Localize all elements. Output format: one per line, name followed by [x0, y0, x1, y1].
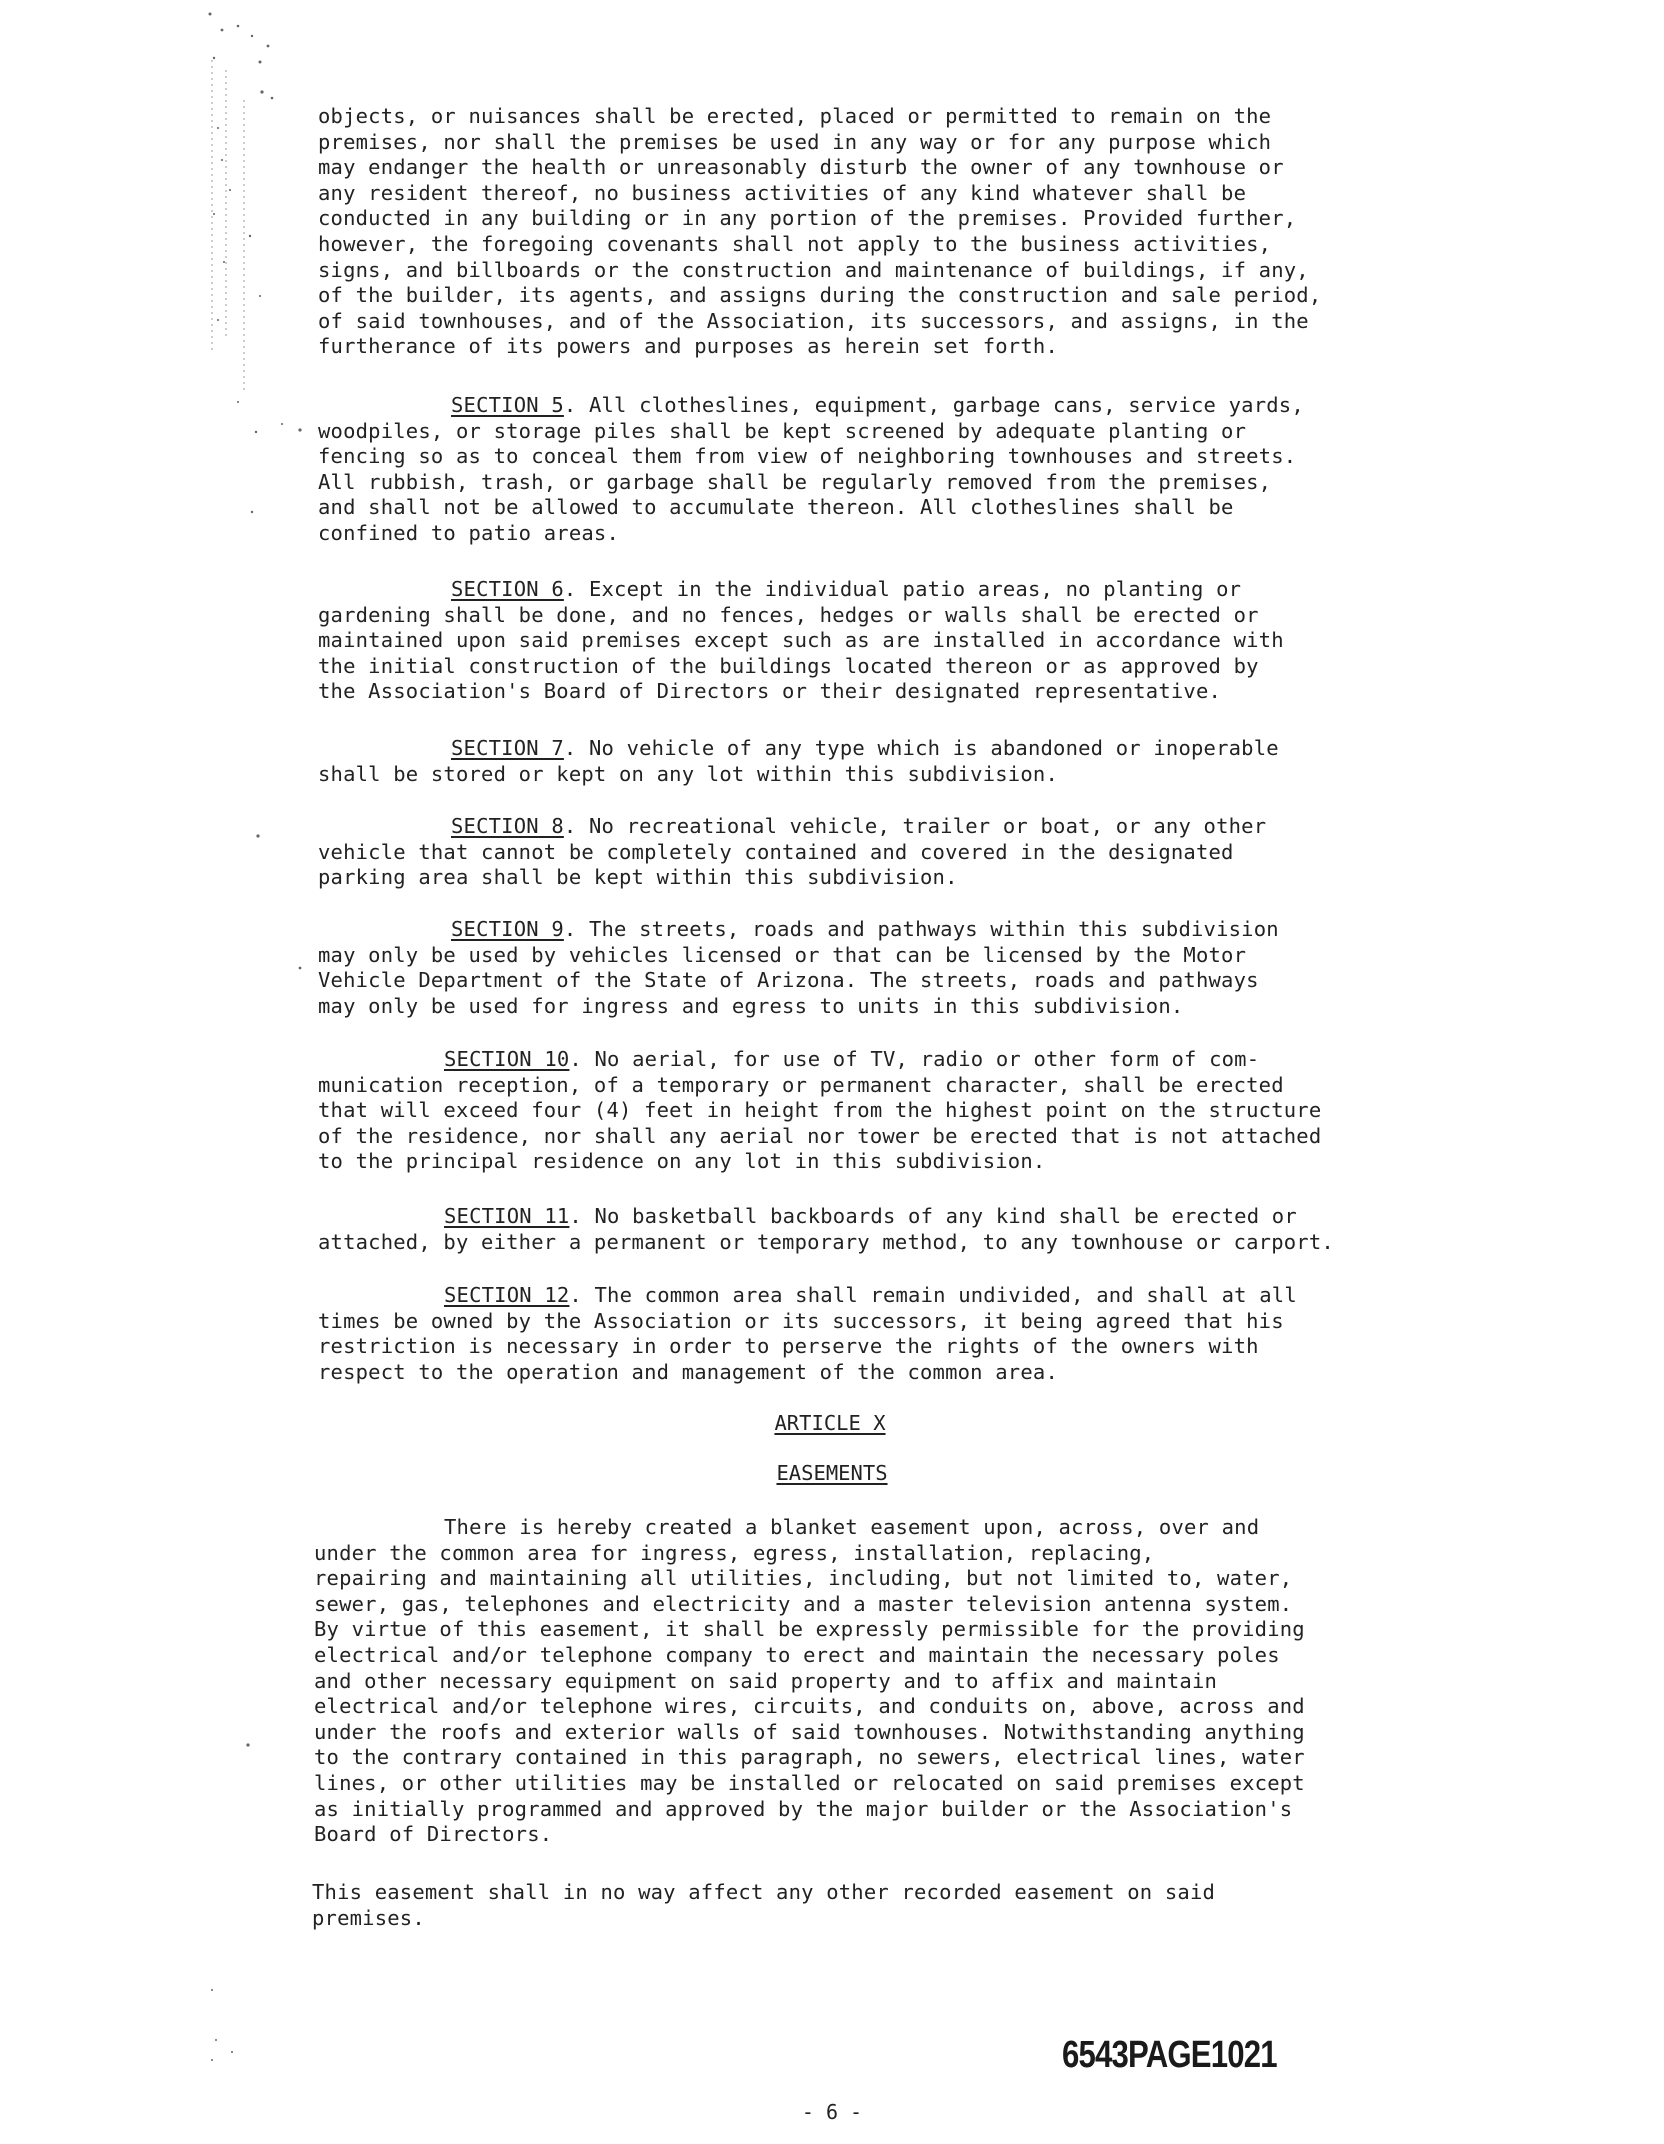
section-heading: SECTION 6 [451, 577, 564, 601]
text-line: the Association's Board of Directors or their designated representative. [318, 679, 1222, 704]
text-line: sewer, gas, telephones and electricity and a master television antenna system. [314, 1591, 1293, 1616]
text-line: however, the foregoing covenants shall not apply to the business activities, [318, 231, 1272, 256]
section-7 [318, 736, 1378, 787]
page-number: - 6 - [801, 2100, 863, 2124]
section-heading: SECTION 12 [444, 1283, 570, 1307]
text-line: vehicle that cannot be completely contained and covered in the designated [318, 839, 1234, 864]
text-line: any resident thereof, no business activities of any kind whatever shall be [318, 180, 1247, 205]
easement-paragraph [314, 1515, 1374, 1848]
closing-paragraph [312, 1880, 1372, 1931]
text-line: the initial construction of the buildings located thereon or as approved by [318, 653, 1259, 678]
section-8 [318, 814, 1378, 891]
text-line: fencing so as to conceal them from view of neighboring townhouses and streets. [318, 444, 1297, 469]
text-line: . No aerial, for use of TV, radio or other form of com- [569, 1047, 1260, 1071]
text-line: There is hereby created a blanket easement upon, across, over and [444, 1515, 1260, 1539]
text-line: of the residence, nor shall any aerial nor tower be erected that is not attached [318, 1123, 1322, 1148]
text-line: electrical and/or telephone company to erect and maintain the necessary poles [314, 1642, 1280, 1667]
text-line: Board of Directors. [314, 1822, 553, 1847]
text-line: conducted in any building or in any portion of the premises. Provided further, [318, 206, 1297, 231]
article-number: ARTICLE X [774, 1411, 886, 1435]
easements-title: EASEMENTS [776, 1461, 888, 1485]
text-line: premises, nor shall the premises be used in any way or for any purpose which [318, 129, 1272, 154]
section-heading: SECTION 8 [451, 814, 564, 838]
text-line: repairing and maintaining all utilities, including, but not limited to, water, [314, 1566, 1293, 1591]
text-line: under the common area for ingress, egress, installation, replacing, [314, 1540, 1155, 1565]
text-line: premises. [312, 1905, 425, 1930]
text-line: and shall not be allowed to accumulate thereon. All clotheslines shall be [318, 495, 1234, 520]
article-heading [0, 1410, 1664, 1436]
text-line: . No basketball backboards of any kind shall be erected or [569, 1204, 1297, 1228]
text-line: lines, or other utilities may be installed or relocated on said premises except [314, 1770, 1305, 1795]
text-line: parking area shall be kept within this subdivision. [318, 865, 958, 890]
text-line: . Except in the individual patio areas, no planting or [563, 577, 1242, 601]
text-line: restriction is necessary in order to perserve the rights of the owners with [318, 1334, 1259, 1359]
section-5 [318, 393, 1378, 547]
text-line: times be owned by the Association or its successors, it being agreed that his [318, 1308, 1284, 1333]
text-line: may endanger the health or unreasonably disturb the owner of any townhouse or [318, 155, 1284, 180]
article-title [0, 1460, 1664, 1486]
section-6 [318, 577, 1378, 705]
section-12 [318, 1283, 1378, 1385]
text-line: furtherance of its powers and purposes as herein set forth. [318, 334, 1058, 359]
text-line: maintained upon said premises except such as are installed in accordance with [318, 628, 1284, 653]
text-line: . No recreational vehicle, trailer or boat, or any other [563, 814, 1267, 838]
text-line: respect to the operation and management of the common area. [318, 1359, 1058, 1384]
text-line: gardening shall be done, and no fences, hedges or walls shall be erected or [318, 602, 1259, 627]
text-line: . No vehicle of any type which is abandoned or inoperable [563, 736, 1279, 760]
text-line: may only be used for ingress and egress to units in this subdivision. [318, 993, 1184, 1018]
section-heading: SECTION 7 [451, 736, 564, 760]
text-line: . The common area shall remain undivided, and shall at all [569, 1283, 1297, 1307]
text-line: electrical and/or telephone wires, circuits, and conduits on, above, across and [314, 1694, 1305, 1719]
text-line: of said townhouses, and of the Association, its successors, and assigns, in the [318, 308, 1309, 333]
text-line: munication reception, of a temporary or permanent character, shall be erected [318, 1072, 1284, 1097]
text-line: objects, or nuisances shall be erected, placed or permitted to remain on the [318, 104, 1272, 128]
text-line: to the principal residence on any lot in this subdivision. [318, 1149, 1046, 1174]
text-line: attached, by either a permanent or temporary method, to any townhouse or carport. [318, 1229, 1334, 1254]
text-line: to the contrary contained in this paragraph, no sewers, electrical lines, water [314, 1745, 1305, 1770]
text-line: All rubbish, trash, or garbage shall be regularly removed from the premises, [318, 469, 1272, 494]
text-line: shall be stored or kept on any lot within this subdivision. [318, 761, 1058, 786]
section-heading: SECTION 10 [444, 1047, 570, 1071]
text-line: . All clotheslines, equipment, garbage cans, service yards, [563, 393, 1304, 417]
text-line: may only be used by vehicles licensed or that can be licensed by the Motor [318, 942, 1247, 967]
section-9 [318, 917, 1378, 1019]
section-heading: SECTION 9 [451, 917, 564, 941]
text-line: of the builder, its agents, and assigns during the construction and sale period, [318, 283, 1322, 308]
text-line: under the roofs and exterior walls of said townhouses. Notwithstanding anything [314, 1719, 1305, 1744]
recording-stamp: 6543PAGE1021 [1062, 2034, 1277, 2076]
text-line: and other necessary equipment on said property and to affix and maintain [314, 1668, 1218, 1693]
section-11 [318, 1204, 1378, 1255]
section-heading: SECTION 5 [451, 393, 564, 417]
section-10 [318, 1047, 1378, 1175]
intro-paragraph [318, 104, 1378, 360]
text-line: signs, and billboards or the construction and maintenance of buildings, if any, [318, 257, 1309, 282]
text-line: . The streets, roads and pathways within this subdivision [563, 917, 1279, 941]
scan-noise [0, 0, 330, 2144]
text-line: By virtue of this easement, it shall be expressly permissible for the providing [314, 1617, 1305, 1642]
section-heading: SECTION 11 [444, 1204, 570, 1228]
text-line: as initially programmed and approved by the major builder or the Association's [314, 1796, 1293, 1821]
text-line: woodpiles, or storage piles shall be kept screened by adequate planting or [318, 418, 1247, 443]
text-line: that will exceed four (4) feet in height from the highest point on the structure [318, 1098, 1322, 1123]
text-line: This easement shall in no way affect any other recorded easement on said [312, 1880, 1216, 1904]
text-line: confined to patio areas. [318, 520, 620, 545]
text-line: Vehicle Department of the State of Arizona. The streets, roads and pathways [318, 968, 1259, 993]
